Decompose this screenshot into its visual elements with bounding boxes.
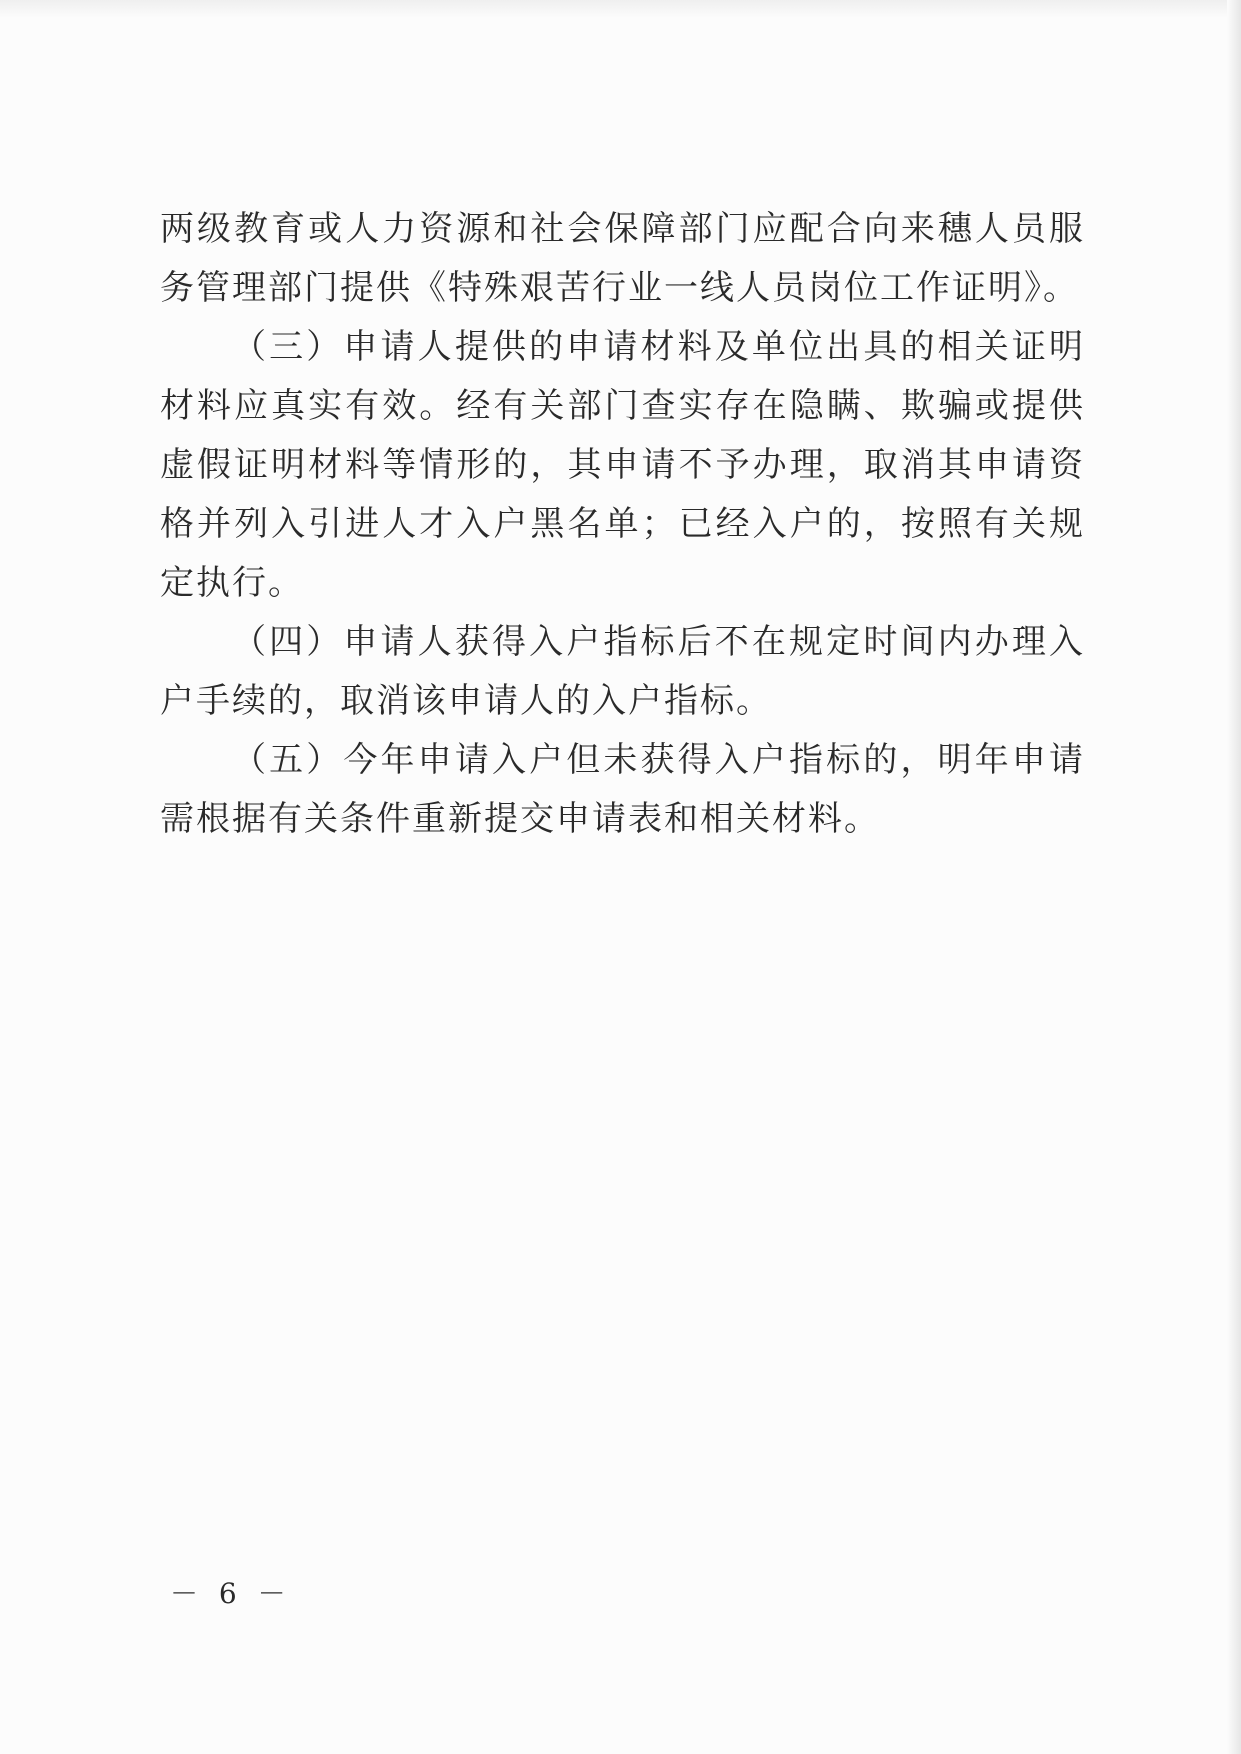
document-body	[160, 200, 1085, 849]
paragraph-item-3: （三）申请人提供的申请材料及单位出具的相关证明材料应真实有效。经有关部门查实存在隐瞒、欺骗或提供虚假证明材料等情形的，其申请不予办理，取消其申请资格并列入引进人才入户黑名单；已经入户的，按照有关规定执行。	[160, 327, 1085, 603]
paragraph-item-5: （五）今年申请入户但未获得入户指标的，明年申请需根据有关条件重新提交申请表和相关材料。	[160, 740, 1085, 839]
scan-top-shadow	[0, 0, 1241, 18]
paragraph-item-4: （四）申请人获得入户指标后不在规定时间内办理入户手续的，取消该申请人的入户指标。	[160, 622, 1085, 721]
scan-edge-shadow	[1227, 0, 1241, 1754]
page-number: － 6 －	[170, 1577, 292, 1610]
paragraph-continued: 两级教育或人力资源和社会保障部门应配合向来穗人员服务管理部门提供《特殊艰苦行业一线人员岗位工作证明》。	[160, 209, 1085, 308]
